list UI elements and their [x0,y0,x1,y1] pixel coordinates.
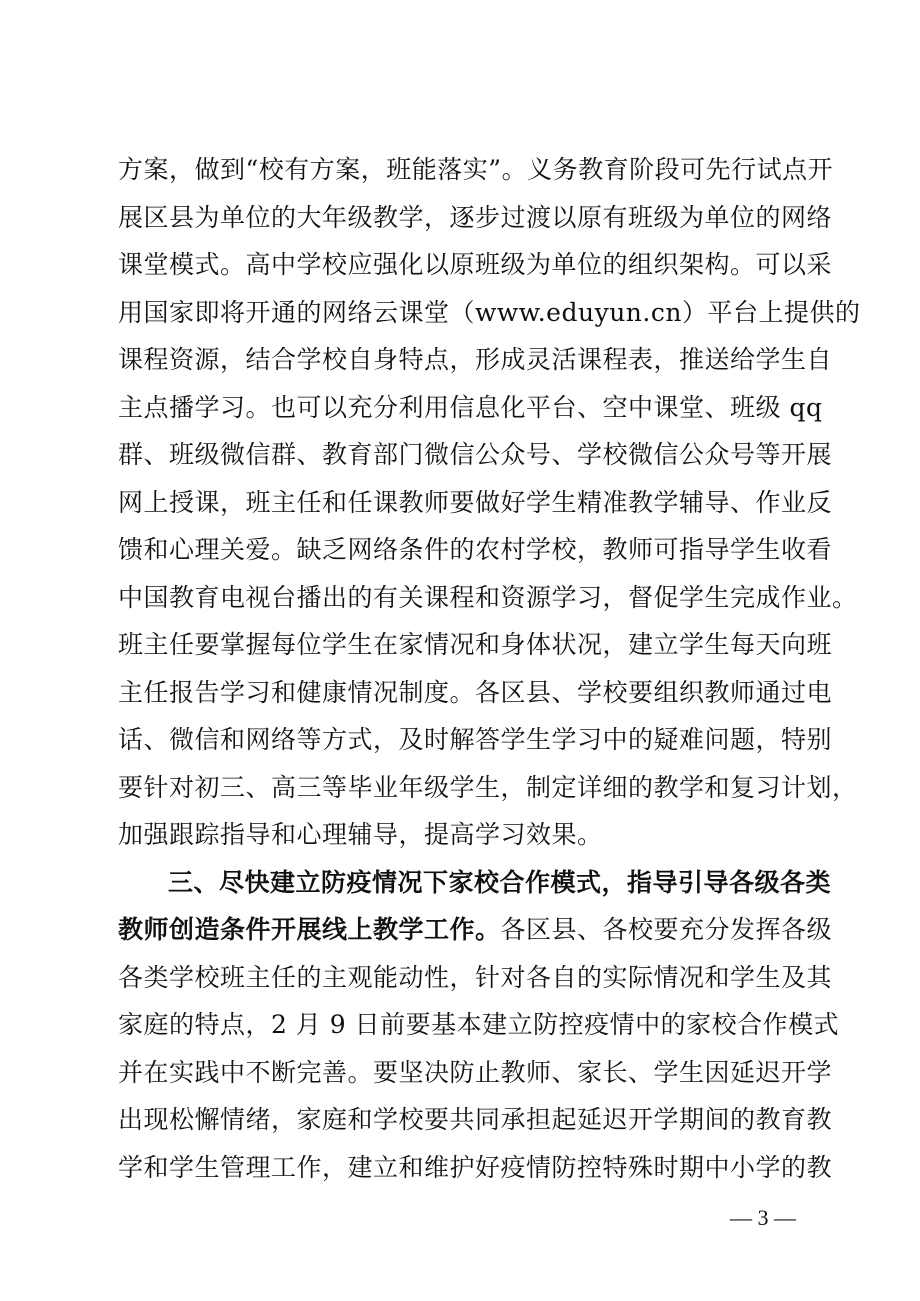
page-number: — 3 — [730,1205,796,1230]
section-line: 各类学校班主任的主观能动性，针对各自的实际情况和学生及其 [118,962,833,992]
paragraph-line: 加强跟踪指导和心理辅导，提高学习效果。 [118,820,603,849]
section-heading-tail: 教师创造条件开展线上教学工作。 [118,915,501,944]
section-line: 学和学生管理工作，建立和维护好疫情防控特殊时期中小学的教 [118,1152,833,1182]
body-text [118,146,861,1191]
section-line: 家庭的特点，2 月 9 日前要基本建立防控疫情中的家校合作模式 [118,1010,840,1039]
paragraph-line: 课程资源，结合学校自身特点，形成灵活课程表，推送给学生自 [118,345,833,374]
section-line: 并在实践中不断完善。要坚决防止教师、家长、学生因延迟开学 [118,1057,833,1087]
paragraph-line: 展区县为单位的大年级教学，逐步过渡以原有班级为单位的网络 [118,202,833,232]
section-heading: 三、尽快建立防疫情况下家校合作模式，指导引导各级各类 [168,867,832,897]
paragraph-line: 要针对初三、高三等毕业年级学生，制定详细的教学和复习计划， [118,772,858,802]
paragraph-line: 中国教育电视台播出的有关课程和资源学习，督促学生完成作业。 [118,582,858,612]
paragraph-line: 网上授课，班主任和任课教师要做好学生精准教学辅导、作业反 [118,487,833,517]
paragraph-line: 群、班级微信群、教育部门微信公众号、学校微信公众号等开展 [118,440,833,469]
section-heading-continued [118,906,833,954]
paragraph-line: 主点播学习。也可以充分利用信息化平台、空中课堂、班级 qq [118,392,823,422]
section-line: 出现松懈情绪，家庭和学校要共同承担起延迟开学期间的教育教 [118,1105,833,1134]
section-line-lead: 各区县、各校要充分发挥各级 [500,915,833,944]
paragraph-line: 课堂模式。高中学校应强化以原班级为单位的组织架构。可以采 [118,250,833,279]
paragraph-line: 话、微信和网络等方式，及时解答学生学习中的疑难问题，特别 [118,725,833,754]
paragraph-line: 主任报告学习和健康情况制度。各区县、学校要组织教师通过电 [118,677,833,707]
paragraph-line: 方案，做到“校有方案，班能落实”。义务教育阶段可先行试点开 [118,155,834,184]
paragraph-line: 用国家即将开通的网络云课堂（www.eduyun.cn）平台上提供的 [118,297,861,327]
paragraph-line: 馈和心理关爱。缺乏网络条件的农村学校，教师可指导学生收看 [118,535,833,564]
paragraph-line: 班主任要掌握每位学生在家情况和身体状况，建立学生每天向班 [118,630,833,659]
